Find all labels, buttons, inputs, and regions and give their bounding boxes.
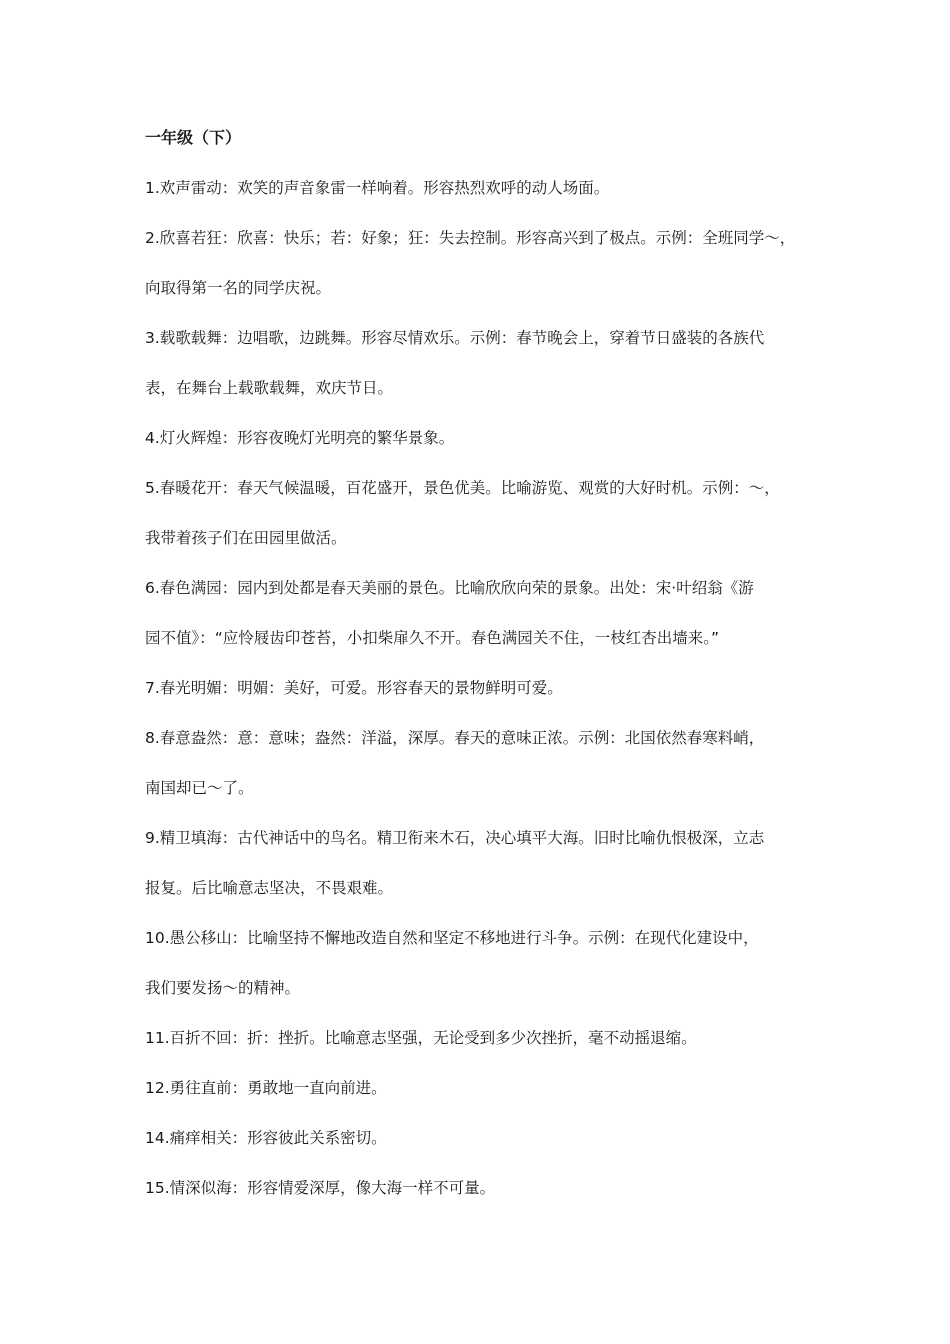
text-line: 9.精卫填海：古代神话中的鸟名。精卫衔来木石，决心填平大海。旧时比喻仇恨极深，立志 (145, 829, 765, 847)
text-line: 报复。后比喻意志坚决，不畏艰难。 (145, 879, 394, 897)
text-line: 15.情深似海：形容情爱深厚，像大海一样不可量。 (145, 1179, 496, 1197)
section-heading: 一年级（下） (145, 128, 242, 147)
text-line: 我们要发扬～的精神。 (145, 979, 301, 997)
text-line: 园不值》：“应怜屐齿印苍苔，小扣柴扉久不开。春色满园关不住，一枝红杏出墙来。” (145, 629, 720, 647)
text-line: 3.载歌载舞：边唱歌，边跳舞。形容尽情欢乐。示例：春节晚会上，穿着节日盛装的各族代 (145, 329, 765, 347)
text-line: 14.痛痒相关：形容彼此关系密切。 (145, 1129, 387, 1147)
text-line: 11.百折不回：折：挫折。比喻意志坚强，无论受到多少次挫折，毫不动摇退缩。 (145, 1029, 697, 1047)
text-line: 表，在舞台上载歌载舞，欢庆节日。 (145, 379, 394, 397)
text-line: 5.春暖花开：春天气候温暖，百花盛开，景色优美。比喻游览、观赏的大好时机。示例：～， (145, 479, 780, 497)
text-line: 6.春色满园：园内到处都是春天美丽的景色。比喻欣欣向荣的景象。出处：宋·叶绍翁《游 (145, 579, 754, 597)
text-line: 4.灯火辉煌：形容夜晚灯光明亮的繁华景象。 (145, 429, 455, 447)
text-line: 1.欢声雷动：欢笑的声音象雷一样响着。形容热烈欢呼的动人场面。 (145, 179, 610, 197)
text-line: 向取得第一名的同学庆祝。 (145, 279, 332, 297)
text-line: 7.春光明媚：明媚：美好，可爱。形容春天的景物鲜明可爱。 (145, 679, 563, 697)
text-line: 12.勇往直前：勇敢地一直向前进。 (145, 1079, 387, 1097)
document-body (145, 122, 825, 1222)
text-line: 8.春意盎然：意：意味；盎然：洋溢，深厚。春天的意味正浓。示例：北国依然春寒料峭， (145, 729, 765, 747)
text-line: 南国却已～了。 (145, 779, 254, 797)
text-line: 10.愚公移山：比喻坚持不懈地改造自然和坚定不移地进行斗争。示例：在现代化建设中， (145, 929, 759, 947)
text-line: 2.欣喜若狂：欣喜：快乐；若：好象；狂：失去控制。形容高兴到了极点。示例：全班同学～， (145, 229, 796, 247)
text-line: 我带着孩子们在田园里做活。 (145, 529, 347, 547)
